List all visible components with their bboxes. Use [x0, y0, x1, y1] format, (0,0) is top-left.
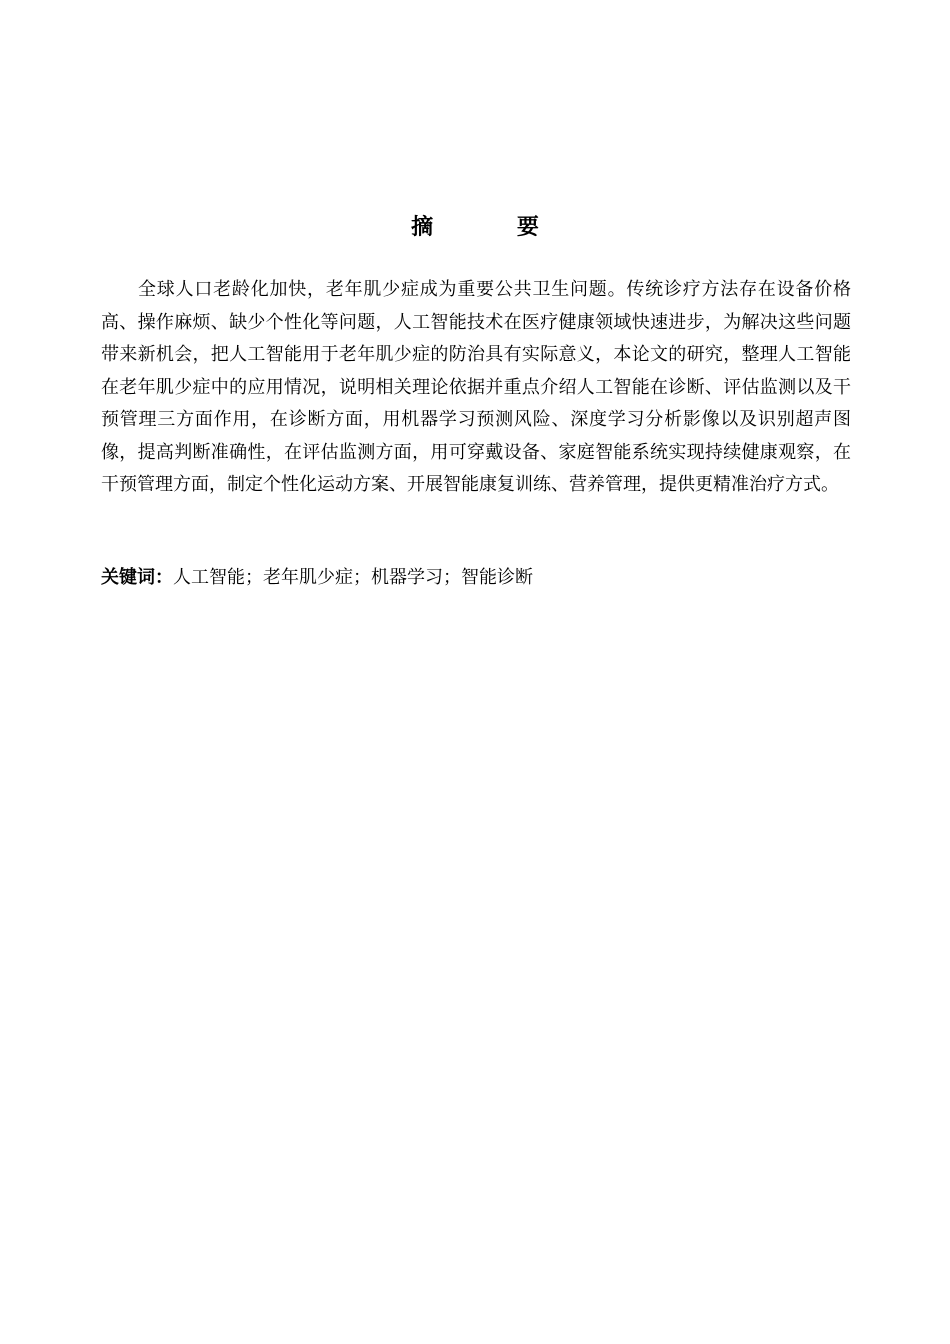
abstract-body: 全球人口老龄化加快，老年肌少症成为重要公共卫生问题。传统诊疗方法存在设备价格高、操作麻烦、缺少个性化等问题，人工智能技术在医疗健康领域快速进步，为解决这些问题带来新机会，把人工智能用于老年肌少症的防治具有实际意义，本论文的研究，整理人工智能在老年肌少症中的应用情况，说明相关理论依据并重点介绍人工智能在诊断、评估监测以及干预管理三方面作用，在诊断方面，用机器学习预测风险、深度学习分析影像以及识别超声图像，提高判断准确性，在评估监测方面，用可穿戴设备、家庭智能系统实现持续健康观察，在干预管理方面，制定个性化运动方案、开展智能康复训练、营养管理，提供更精准治疗方式。 [101, 279, 851, 495]
keywords-line [101, 563, 851, 593]
keywords-label: 关键词： [101, 567, 173, 588]
abstract-title: 摘 要 [411, 215, 577, 240]
keywords-list: 人工智能；老年肌少症；机器学习；智能诊断 [173, 567, 533, 588]
